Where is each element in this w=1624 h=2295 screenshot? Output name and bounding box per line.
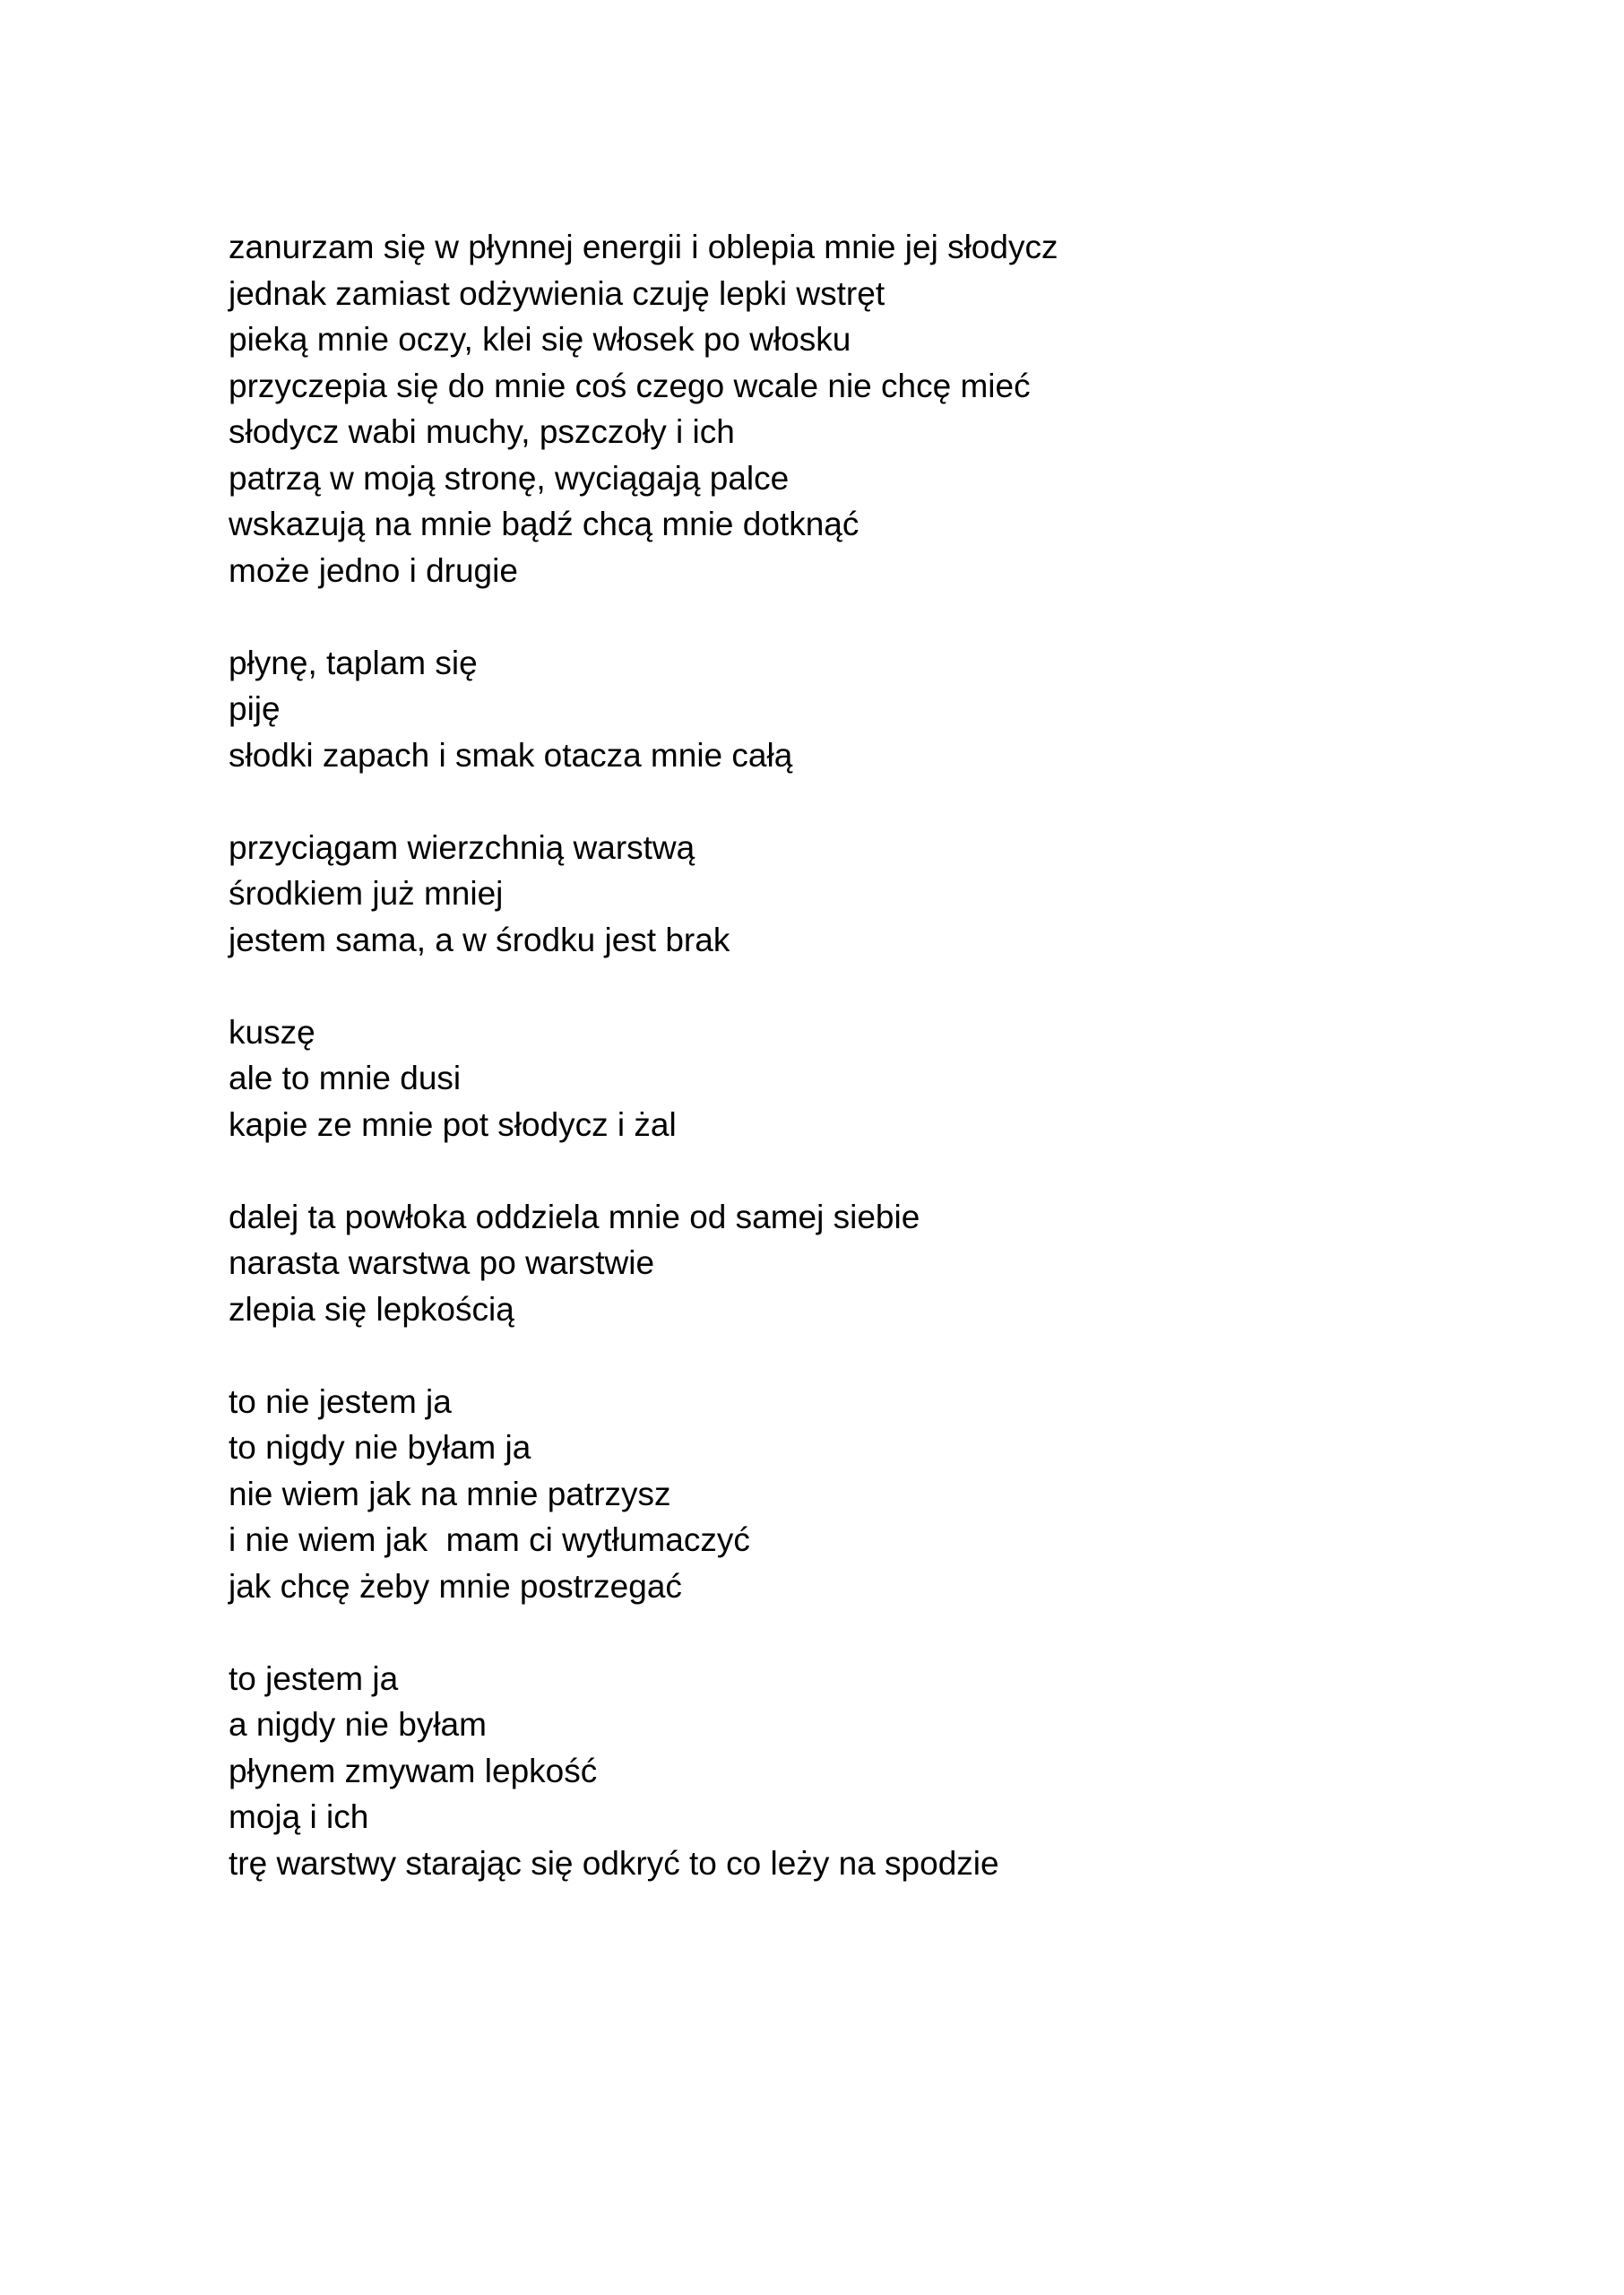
poem-line: to jestem ja: [229, 1659, 399, 1697]
poem-line: pieką mnie oczy, klei się włosek po włosku: [229, 321, 851, 358]
poem-line: moją i ich: [229, 1798, 369, 1835]
stanza-4: [229, 1009, 1528, 1148]
poem-line: płynem zmywam lepkość: [229, 1752, 598, 1789]
poem-line: płynę, taplam się: [229, 644, 478, 681]
stanza-1: [229, 224, 1528, 593]
poem-line: to nie jestem ja: [229, 1382, 452, 1420]
poem-line: środkiem już mniej: [229, 875, 504, 912]
poem-line: jak chcę żeby mnie postrzegać: [229, 1567, 682, 1605]
poem-line: zanurzam się w płynnej energii i oblepia mnie jej słodycz: [229, 229, 1058, 265]
stanza-3: [229, 825, 1528, 964]
poem-line: nie wiem jak na mnie patrzysz: [229, 1475, 671, 1512]
poem-line: jestem sama, a w środku jest brak: [229, 921, 730, 958]
poem-line: przyczepia się do mnie coś czego wcale nie chcę mieć: [229, 367, 1031, 404]
poem-line: zlepia się lepkością: [229, 1290, 514, 1328]
poem-line: jednak zamiast odżywienia czuję lepki wstręt: [229, 274, 885, 312]
poem-line: trę warstwy starając się odkryć to co leży na spodzie: [229, 1844, 999, 1882]
poem-line: a nigdy nie byłam: [229, 1706, 487, 1743]
poem-line: patrzą w moją stronę, wyciągają palce: [229, 459, 790, 497]
poem-line: przyciągam wierzchnią warstwą: [229, 828, 695, 866]
stanza-2: [229, 640, 1528, 779]
poem-body: [229, 224, 1528, 1933]
poem-line: dalej ta powłoka oddziela mnie od samej siebie: [229, 1198, 920, 1235]
poem-line: kuszę: [229, 1013, 315, 1051]
poem-line: słodycz wabi muchy, pszczoły i ich: [229, 413, 735, 450]
stanza-7: [229, 1656, 1528, 1887]
stanza-6: [229, 1379, 1528, 1610]
poem-line: i nie wiem jak mam ci wytłumaczyć: [229, 1521, 750, 1558]
poem-line: wskazują na mnie bądź chcą mnie dotknąć: [229, 506, 860, 542]
poem-line: narasta warstwa po warstwie: [229, 1244, 655, 1281]
poem-line: kapie ze mnie pot słodycz i żal: [229, 1105, 677, 1143]
poem-line: to nigdy nie byłam ja: [229, 1429, 531, 1466]
poem-line: piję: [229, 690, 281, 727]
poem-line: może jedno i drugie: [229, 551, 518, 589]
poem-line: słodki zapach i smak otacza mnie całą: [229, 736, 793, 774]
stanza-5: [229, 1194, 1528, 1333]
poem-line: ale to mnie dusi: [229, 1060, 462, 1096]
